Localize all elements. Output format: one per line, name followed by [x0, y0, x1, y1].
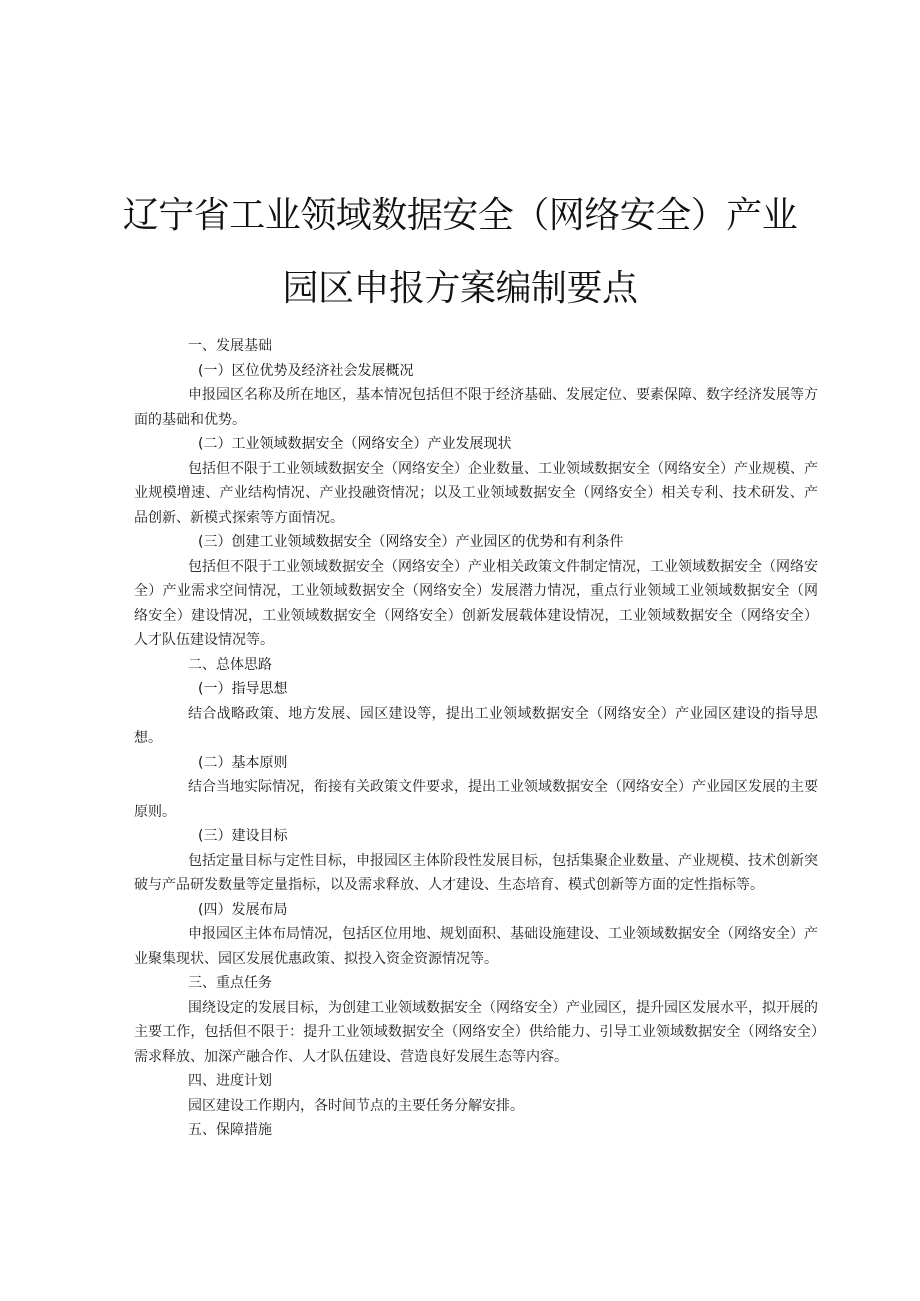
subheading-industry-status: (二）工业领域数据安全（网络安全）产业发展现状: [198, 436, 512, 452]
document-title-line-2: 园区申报方案编制要点: [282, 268, 638, 309]
paragraph-location-advantages: 申报园区名称及所在地区，基本情况包括但不限于经济基础、发展定位、要素保障、数字经济发展等方面的基础和优势。: [134, 387, 818, 428]
paragraph-park-advantages: 包括但不限于工业领域数据安全（网络安全）产业相关政策文件制定情况，工业领域数据安全（网络安全）产业需求空间情况，工业领域数据安全（网络安全）发展潜力情况，重点行业领域工业领域数据安全（网络安全）建设情况，工业领域数据安全（网络安全）创新发展载体建设情况，工业领域数据安全（网络安全）人才队伍建设情况等。: [134, 558, 818, 648]
paragraph-basic-principles: 结合当地实际情况，衔接有关政策文件要求，提出工业领域数据安全（网络安全）产业园区发展的主要原则。: [134, 779, 818, 820]
subheading-guiding-ideology: (一）指导思想: [198, 681, 288, 697]
subheading-location-advantages: (一）区位优势及经济社会发展概况: [198, 362, 414, 379]
paragraph-development-layout: 申报园区主体布局情况，包括区位用地、规划面积、基础设施建设、工业领域数据安全（网络安全）产业聚集现状、园区发展优惠政策、拟投入资金资源情况等。: [134, 926, 818, 967]
section-heading-safeguards: 五、保障措施: [188, 1122, 272, 1138]
paragraph-industry-status: 包括但不限于工业领域数据安全（网络安全）企业数量、工业领域数据安全（网络安全）产业规模、产业规模增速、产业结构情况、产业投融资情况；以及工业领域数据安全（网络安全）相关专利、技术研发、产品创新、新模式探索等方面情况。: [134, 460, 818, 526]
document-title-line-1: 辽宁省工业领域数据安全（网络安全）产业: [122, 195, 798, 236]
paragraph-schedule: 园区建设工作期内，各时间节点的主要任务分解安排。: [188, 1097, 524, 1114]
paragraph-guiding-ideology: 结合战略政策、地方发展、园区建设等，提出工业领域数据安全（网络安全）产业园区建设的指导思想。: [134, 705, 818, 746]
paragraph-key-tasks: 围绕设定的发展目标，为创建工业领域数据安全（网络安全）产业园区，提升园区发展水平，拟开展的主要工作，包括但不限于：提升工业领域数据安全（网络安全）供给能力、引导工业领域数据安全（网络安全）需求释放、加深产融合作、人才队伍建设、营造良好发展生态等内容。: [134, 999, 818, 1065]
section-heading-key-tasks: 三、重点任务: [188, 975, 272, 991]
document-body: [134, 334, 818, 1143]
section-heading-schedule: 四、进度计划: [188, 1073, 272, 1089]
section-heading-overall-approach: 二、总体思路: [188, 656, 272, 673]
subheading-basic-principles: (二）基本原则: [198, 754, 288, 771]
subheading-construction-goals: (三）建设目标: [198, 828, 288, 844]
section-heading-development-basis: 一、发展基础: [188, 338, 272, 354]
paragraph-construction-goals: 包括定量目标与定性目标，申报园区主体阶段性发展目标，包括集聚企业数量、产业规模、技术创新突破与产品研发数量等定量指标，以及需求释放、人才建设、生态培育、模式创新等方面的定性指标等。: [134, 852, 818, 893]
subheading-development-layout: (四）发展布局: [198, 901, 288, 918]
subheading-park-advantages: (三）创建工业领域数据安全（网络安全）产业园区的优势和有利条件: [198, 534, 624, 550]
